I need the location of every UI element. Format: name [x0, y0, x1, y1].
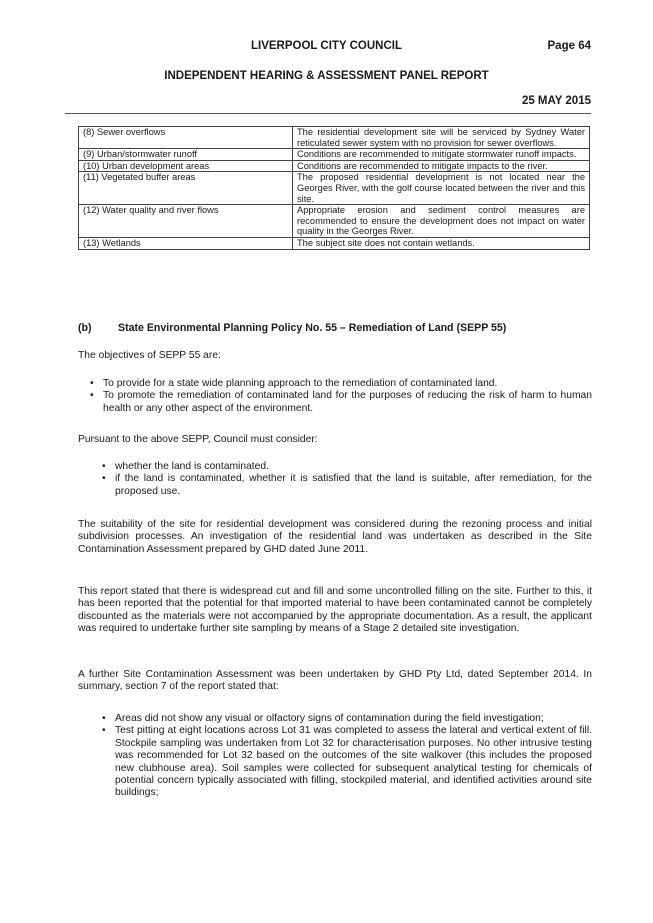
table-row [79, 172, 590, 205]
comment-cell: Conditions are recommended to mitigate stormwater runoff impacts. [293, 149, 590, 161]
further-assessment-paragraph: A further Site Contamination Assessment was been undertaken by GHD Pty Ltd, dated September 2014. In summary, section 7 of the report stated that: [78, 669, 592, 693]
council-name: LIVERPOOL CITY COUNCIL [250, 40, 402, 52]
table-row [79, 205, 590, 238]
objectives-intro: The objectives of SEPP 55 are: [78, 350, 221, 361]
table-row [79, 160, 590, 172]
findings-list [102, 713, 592, 800]
criterion-cell: (12) Water quality and river flows [79, 205, 293, 238]
criterion-cell: (13) Wetlands [79, 237, 293, 249]
list-item: • Areas did not show any visual or olfactory signs of contamination during the field investigation; [102, 713, 544, 724]
section-heading [78, 322, 506, 334]
section-label: (b) [78, 322, 92, 334]
comment-cell: The proposed residential development is not located near the Georges River, with the golf course located between the river and this site. [293, 172, 590, 205]
criterion-cell: (10) Urban development areas [79, 160, 293, 172]
objectives-list [90, 378, 592, 415]
list-item: • Test pitting at eight locations across Lot 31 was completed to assess the lateral and vertical extent of fill. Stockpile sampling was undertaken from Lot 32 for characterisation purposes. No other intrusive testing was recommended for Lot 32 based on the outcomes of the site walkover (this includes the proposed new clubhouse area). Soil samples were collected for subsequent analytical testing for chemicals of potential concern typically associated with filling, stockpiled material, and identified activities around site buildings; [102, 725, 592, 799]
bullet-icon: • [102, 725, 106, 737]
bullet-icon: • [90, 390, 94, 402]
criterion-cell: (9) Urban/stormwater runoff [79, 149, 293, 161]
table-row [79, 127, 590, 149]
report-title: INDEPENDENT HEARING & ASSESSMENT PANEL REPORT [164, 70, 489, 82]
table-row [79, 149, 590, 161]
bullet-icon: • [102, 713, 106, 724]
bullet-icon: • [90, 378, 94, 389]
pursuant-paragraph: Pursuant to the above SEPP, Council must consider: [78, 434, 318, 445]
section-title: State Environmental Planning Policy No. 55 – Remediation of Land (SEPP 55) [118, 322, 507, 334]
report-date: 25 MAY 2015 [521, 95, 591, 107]
considerations-list [102, 461, 592, 498]
comment-cell: The residential development site will be serviced by Sydney Water reticulated sewer system with no provision for sewer overflows. [293, 127, 590, 149]
suitability-paragraph: The suitability of the site for residential development was considered during the rezoning process and initial subdivision processes. An investigation of the residential land was undertaken as described in the Site Contamination Assessment prepared by GHD dated June 2011. [78, 519, 592, 555]
list-item: • To provide for a state wide planning approach to the remediation of contaminated land. [90, 378, 498, 389]
comment-cell: Appropriate erosion and sediment control measures are recommended to ensure the development does not impact on water quality in the Georges River. [293, 205, 590, 238]
table-row [79, 237, 590, 249]
comment-cell: The subject site does not contain wetlands. [293, 237, 590, 249]
report-paragraph: This report stated that there is widespread cut and fill and some uncontrolled filling on the site. Further to this, it has been reported that the potential for that imported material to have been contaminated cannot be completely discounted as the materials were not accompanied by the appropriate documentation. As a result, the applicant was required to undertake further site sampling by means of a Stage 2 detailed site investigation. [78, 586, 592, 635]
criteria-table [78, 126, 590, 250]
list-item: • whether the land is contaminated. [102, 461, 269, 472]
comment-cell: Conditions are recommended to mitigate impacts to the river. [293, 160, 590, 172]
page-number: Page 64 [547, 40, 591, 52]
bullet-icon: • [102, 461, 106, 472]
list-item: • To promote the remediation of contaminated land for the purposes of reducing the risk of harm to human health or any other aspect of the environment. [90, 390, 592, 414]
criterion-cell: (11) Vegetated buffer areas [79, 172, 293, 205]
bullet-icon: • [102, 473, 106, 485]
header-divider [65, 113, 591, 114]
criterion-cell: (8) Sewer overflows [79, 127, 293, 149]
list-item: • if the land is contaminated, whether it is satisfied that the land is suitable, after remediation, for the proposed use. [102, 473, 592, 497]
